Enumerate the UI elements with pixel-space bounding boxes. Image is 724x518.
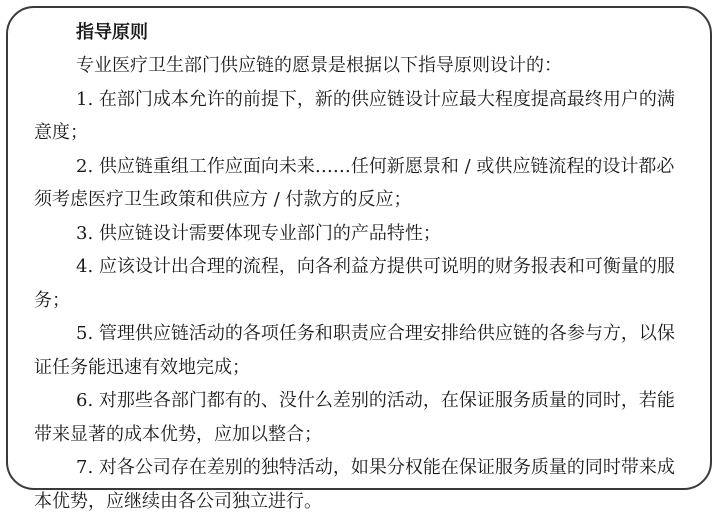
principle-7: 7. 对各公司存在差别的独特活动，如果分权能在保证服务质量的同时带来成本优势，应继续由各公司独立进行。 — [34, 457, 675, 512]
principle-5: 5. 管理供应链活动的各项任务和职责应合理安排给供应链的各参与方，以保证任务能迅速有效地完成； — [34, 323, 675, 378]
box-heading: 指导原则 — [76, 22, 148, 43]
principles-content — [34, 49, 680, 518]
principle-2: 2. 供应链重组工作应面向未来……任何新愿景和 / 或供应链流程的设计都必须考虑医疗卫生政策和供应方 / 付款方的反应； — [34, 155, 675, 210]
principle-3: 3. 供应链设计需要体现专业部门的产品特性； — [76, 222, 441, 244]
principle-1: 1. 在部门成本允许的前提下，新的供应链设计应最大程度提高最终用户的满意度； — [34, 88, 675, 143]
principle-4: 4. 应该设计出合理的流程，向各利益方提供可说明的财务报表和可衡量的服务； — [34, 256, 675, 311]
intro-paragraph: 专业医疗卫生部门供应链的愿景是根据以下指导原则设计的： — [76, 55, 562, 76]
principle-6: 6. 对那些各部门都有的、没什么差别的活动，在保证服务质量的同时，若能带来显著的成本优势，应加以整合； — [34, 390, 675, 445]
